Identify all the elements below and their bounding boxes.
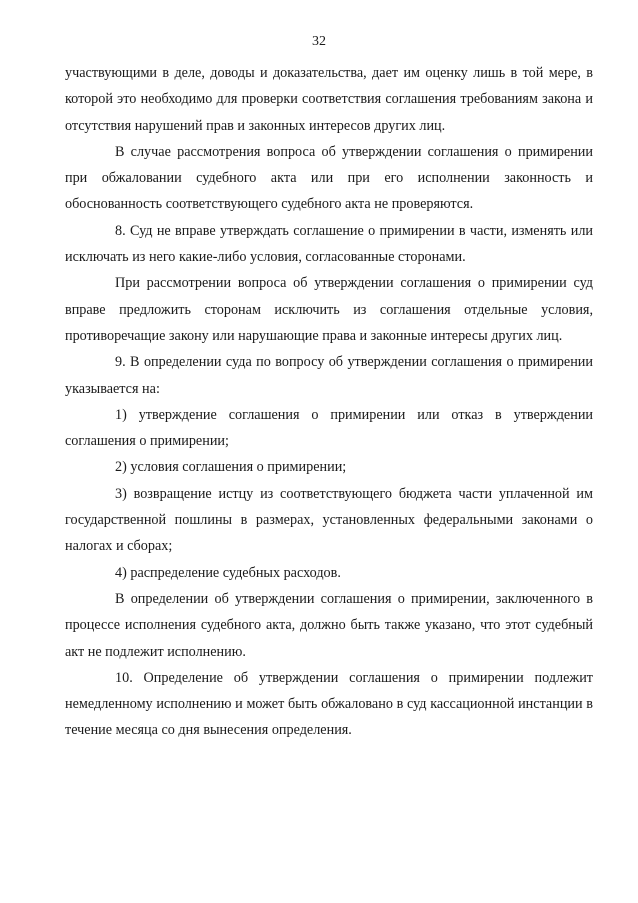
paragraph-item-9: 9. В определении суда по вопросу об утверждении соглашения о примирении указывается на:	[65, 354, 593, 397]
paragraph-continuation: участвующими в деле, доводы и доказательства, дает им оценку лишь в той мере, в которой это необходимо для проверки соответствия соглашения требованиям закона и отсутствия нарушений прав и законных интересов других лиц.	[65, 65, 593, 134]
list-item: 3) возвращение истцу из соответствующего бюджета части уплаченной им государственной пошлины в размерах, установленных федеральными законами о налогах и сборах;	[65, 485, 593, 555]
list-item: 1) утверждение соглашения о примирении или отказ в утверждении соглашения о примирении;	[65, 406, 593, 450]
paragraph-item-10: 10. Определение об утверждении соглашения о примирении подлежит немедленному исполнению и может быть обжаловано в суд кассационной инстанции в течение месяца со дня вынесения определения.	[65, 669, 593, 739]
list-item: 2) условия соглашения о примирении;	[115, 459, 347, 476]
paragraph: При рассмотрении вопроса об утверждении соглашения о примирении суд вправе предложить сторонам исключить из соглашения отдельные условия, противоречащие закону или нарушающие права и законные интересы других лиц.	[65, 275, 593, 344]
document-body	[65, 60, 593, 744]
paragraph: В определении об утверждении соглашения о примирении, заключенного в процессе исполнения судебного акта, должно быть также указано, что этот судебный акт не подлежит исполнению.	[65, 590, 593, 660]
paragraph: В случае рассмотрения вопроса об утверждении соглашения о примирении при обжаловании судебного акта или при его исполнении законность и обоснованность соответствующего судебного акта не проверяются.	[65, 143, 593, 213]
list-item: 4) распределение судебных расходов.	[115, 564, 341, 581]
paragraph-item-8: 8. Суд не вправе утверждать соглашение о примирении в части, изменять или исключать из него какие-либо условия, согласованные сторонами.	[65, 222, 593, 266]
page-number: 32	[312, 34, 326, 49]
